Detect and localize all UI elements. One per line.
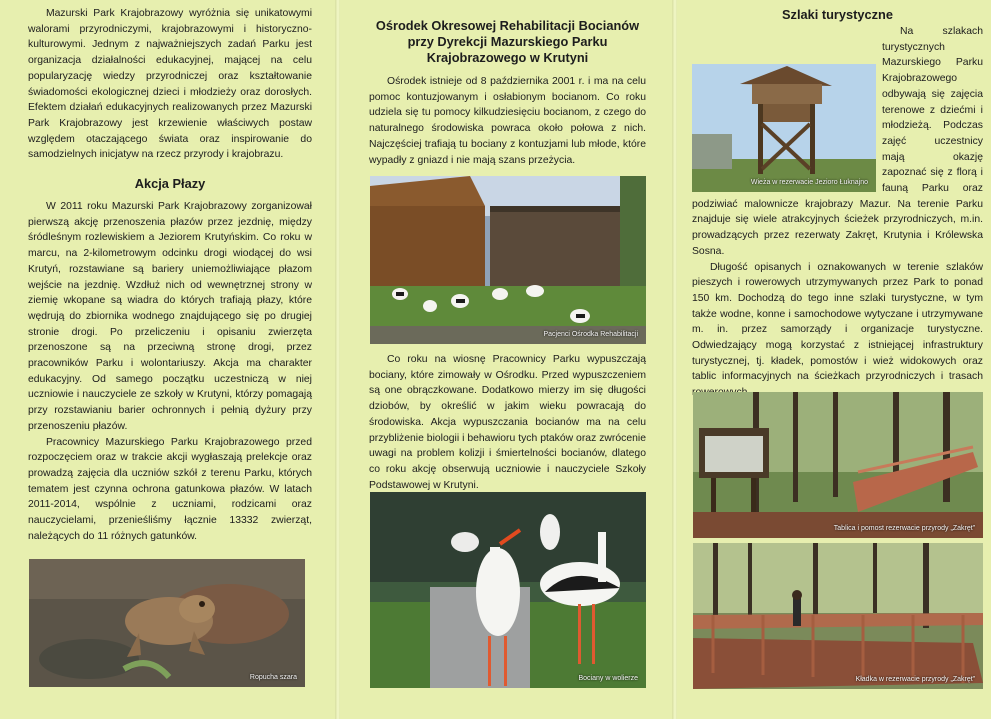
footbridge-caption: Kładka w rezerwacie przyrody „Zakręt” — [855, 676, 975, 683]
intro-paragraph: Mazurski Park Krajobrazowy wyróżnia się unikatowymi walorami przyrodniczymi, krajobrazowymi i historyczno-kulturowymi. Jednym z najważniejszych zadań Parku jest organizacja działalności edukacyjnej, mającej na celu popularyzację wiedzy przyrodniczej oraz kształtowanie świadomości ekologicznej dzieci i młodzieży oraz dorosłych. Efektem działań edukacyjnych realizowanych przez Mazurski Park Krajobrazowy jest krzewienie właściwych postaw względem otaczającego świata oraz inspirowanie do samodzielnych inicjatyw na rzecz przyrody i krajobrazu. — [28, 8, 312, 161]
trails-paragraph-2: Długość opisanych i oznakowanych w terenie szlaków pieszych i rowerowych utrzymywanych przez Park to ponad 150 km. Dochodzą do tego inne szlaki turystyczne, w tym także wodne, konne i samochodowe wytyczane i utrzymywane m. in. przez samorządy i organizacje turystyczne. Odwiedzający mogą korzystać z istniejącej infrastruktury turystycznej, tj. kładek, pomostów i wież widokowych oraz tablic informacyjnych na ścieżkach przyrodniczych i trasach — [692, 261, 983, 383]
board-boardwalk-photo — [693, 392, 983, 538]
stork-aviary-caption: Bociany w wolierze — [578, 675, 638, 682]
stork-patients-image — [370, 176, 646, 344]
stork-patients-photo — [370, 176, 646, 344]
tower-photo — [692, 64, 876, 192]
tower-photo-image — [692, 64, 876, 192]
middle-panel — [340, 0, 674, 719]
toad-photo-caption: Ropucha szara — [249, 674, 297, 681]
amphibian-paragraph-1: W 2011 roku Mazurski Park Krajobrazowy zorganizował pierwszą akcję przenoszenia płazów przez jezdnię, między śródleśnym rozlewiskiem a Jeziorem Krutyńskim. Co roku w marcu, na 2-kilometrowym odcinku drogi wiodącej do wsi Krutyń, rozstawiane są bariery uniemożliwiające płazom wejście na jezdnię. Wzdłuż nich od wewnętrznej strony w ziemię wkopane są wiadra do których trafiają płazy, które wędrują do zbiornika wodnego znajdującego się po drugiej stronie drogi. Po przeliczeniu i opisaniu zwierzęta przenoszone są na przeciwną stronę drogi, przez pracowników Parku i wolontariuszy. Akcja ma charakter edukacyjny. Od samego początku uczestniczą w niej uczniowie i nauczyciele ze szkoły w Krutyni, którzy pomagają przy rozstawianiu barier ochronnych i pełnią dyżury przy przenoszeniu płazów. — [28, 201, 312, 432]
amphibian-paragraph-2: Pracownicy Mazurskiego Parku Krajobrazowego przed rozpoczęciem oraz w trakcie akcji wygłaszają prelekcje oraz prowadzą zajęcia dla uczniów szkół z terenu Parku, których tematem jest czynna ochrona gatunkowa płazów. W latach 2011-2014, wspólnie z uczniami, rodzicami oraz nauczycielami, przenieśliśmy łącznie 13332 zwierząt, należących do 11 różnych gatunków. — [28, 436, 312, 542]
stork-paragraph-2: Co roku na wiosnę Pracownicy Parku wypuszczają bociany, które zimowały w Ośrodku. Przed wypuszczeniem są one obrączkowane. Dodatkowo mierzy im się długości dziobów, by określić w jakim wieku powracają do środowiska. Akcja wypuszczania bocianów ma na celu przybliżenie biologii i behawioru tych ptaków oraz zwrócenie uwagi na problem kolizji i śmiertelności bocianów, dlatego co roku akcję obserwują uczniowie i nauczyciele Szkoły Podstawowej w Krutyni. — [369, 354, 646, 491]
tower-photo-caption: Wieża w rezerwacie Jezioro Łuknajno — [750, 179, 868, 186]
toad-photo-image — [29, 559, 305, 687]
board-boardwalk-image — [693, 392, 983, 538]
toad-photo — [29, 559, 305, 687]
right-panel — [677, 0, 991, 719]
stork-patients-caption: Pacjenci Ośrodka Rehabilitacji — [543, 331, 638, 338]
board-boardwalk-caption: Tablica i pomost rezerwacie przyrody „Zakręt” — [833, 525, 975, 532]
stork-paragraph-1: Ośrodek istnieje od 8 października 2001 r. i ma na celu pomoc kontuzjowanym i osłabionym bocianom. Co roku udziela się tu pomocy kilkudziesięciu bocianom, z czego do naturalnego środowiska powraca około połowa z nich. Najczęściej trafiają tu bociany z kontuzjami lub młode, które wypadły z gniazd i nie mają szans przeżycia. — [369, 76, 646, 166]
stork-aviary-photo — [370, 492, 646, 688]
stork-aviary-image — [370, 492, 646, 688]
left-panel — [0, 0, 336, 719]
stork-center-heading: Ośrodek Okresowej Rehabilitacji Bocianów przy Dyrekcji Mazurskiego Parku Krajobrazowego w Krutyni — [375, 18, 640, 65]
footbridge-photo — [693, 543, 983, 689]
trails-paragraph-1: Na szlakach turystycznych Mazurskiego Parku Krajobrazowego odbywają się zajęcia terenowe z dziećmi i młodzieżą. Podczas zajęć uczestnicy mają okazję zapoznać się z florą i fauną Parku oraz podziwiać malownicze krajobrazy Mazur. Na terenie Parku znajduje się wiele atrakcyjnych ścieżek przyrodniczych, m.in. prowadzących przez rezerwaty Zakręt, Krutynia i Królewska Sosna. — [692, 26, 983, 257]
amphibian-heading: Akcja Płazy — [134, 176, 206, 192]
footbridge-image — [693, 543, 983, 689]
trails-heading: Szlaki turystyczne — [782, 7, 893, 22]
